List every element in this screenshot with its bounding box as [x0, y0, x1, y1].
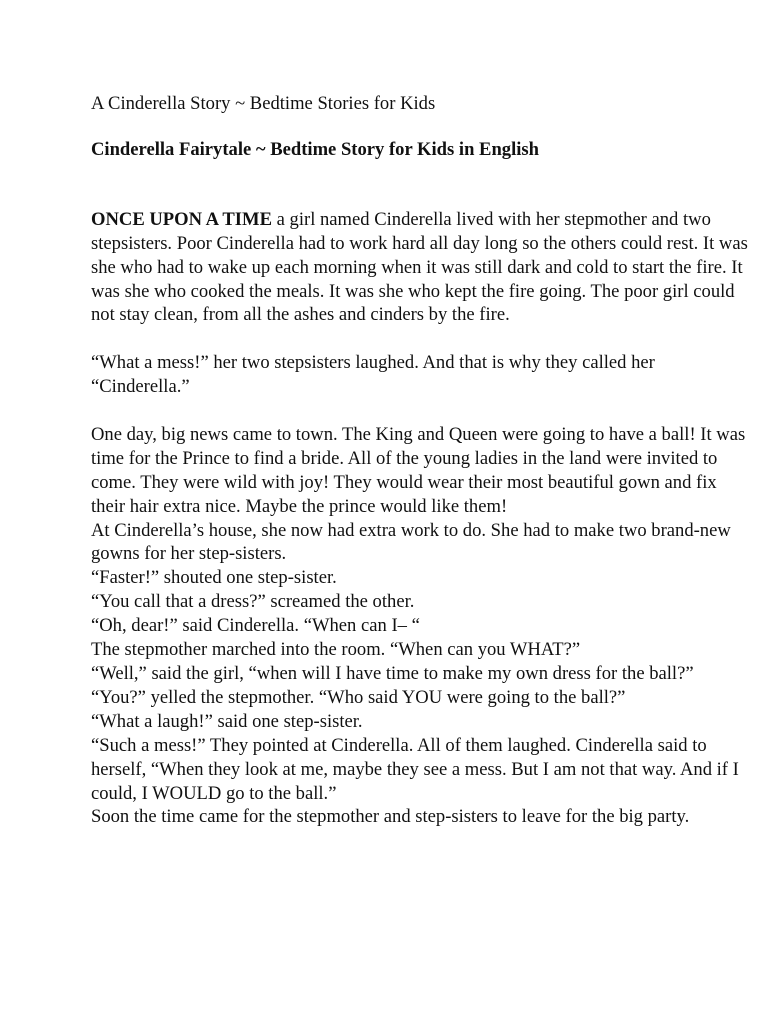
story-line: “Faster!” shouted one step-sister.	[91, 567, 337, 589]
story-line: “You?” yelled the stepmother. “Who said YOU were going to the ball?”	[91, 686, 626, 708]
intro-body-text: a girl named Cinderella lived with her stepmother and two stepsisters. Poor Cinderella had to work hard all day long so the others could rest. It was she who had to wake up each morning when it was still dark and cold to start the fire. It was she who cooked the meals. It was she who kept the fire going. The poor girl could not stay clean, from all the ashes and cinders by the fire.	[91, 208, 748, 326]
story-line: “Oh, dear!” said Cinderella. “When can I– “	[91, 615, 420, 637]
paragraph-what-a-mess: “What a mess!” her two stepsisters laughed. And that is why they called her “Cinderella.”	[91, 352, 655, 398]
paragraph-intro	[91, 208, 751, 328]
story-line: At Cinderella’s house, she now had extra work to do. She had to make two brand-new gowns for her step-sisters.	[91, 519, 731, 565]
story-line: Soon the time came for the stepmother and step-sisters to leave for the big party.	[91, 806, 690, 828]
document-page	[91, 92, 751, 829]
story-line: “What a laugh!” said one step-sister.	[91, 710, 363, 732]
story-line: “Well,” said the girl, “when will I have time to make my own dress for the ball?”	[91, 663, 694, 684]
document-title: A Cinderella Story ~ Bedtime Stories for Kids	[91, 93, 436, 114]
story-heading: Cinderella Fairytale ~ Bedtime Story for Kids in English	[91, 138, 540, 160]
intro-lead-text: ONCE UPON A TIME	[91, 208, 272, 230]
paragraph-big-news: One day, big news came to town. The King and Queen were going to have a ball! It was time for the Prince to find a bride. All of the young ladies in the land were invited to come. They were wild with joy! They would wear their most beautiful gown and fix their hair extra nice. Maybe the prince would like them!	[91, 423, 746, 517]
story-line: “Such a mess!” They pointed at Cinderella. All of them laughed. Cinderella said to herself, “When they look at me, maybe they see a mess. But I am not that way. And if I could, I WOULD go to the ball.”	[91, 734, 739, 804]
story-line: “You call that a dress?” screamed the other.	[91, 591, 415, 613]
story-line: The stepmother marched into the room. “When can you WHAT?”	[91, 639, 581, 661]
